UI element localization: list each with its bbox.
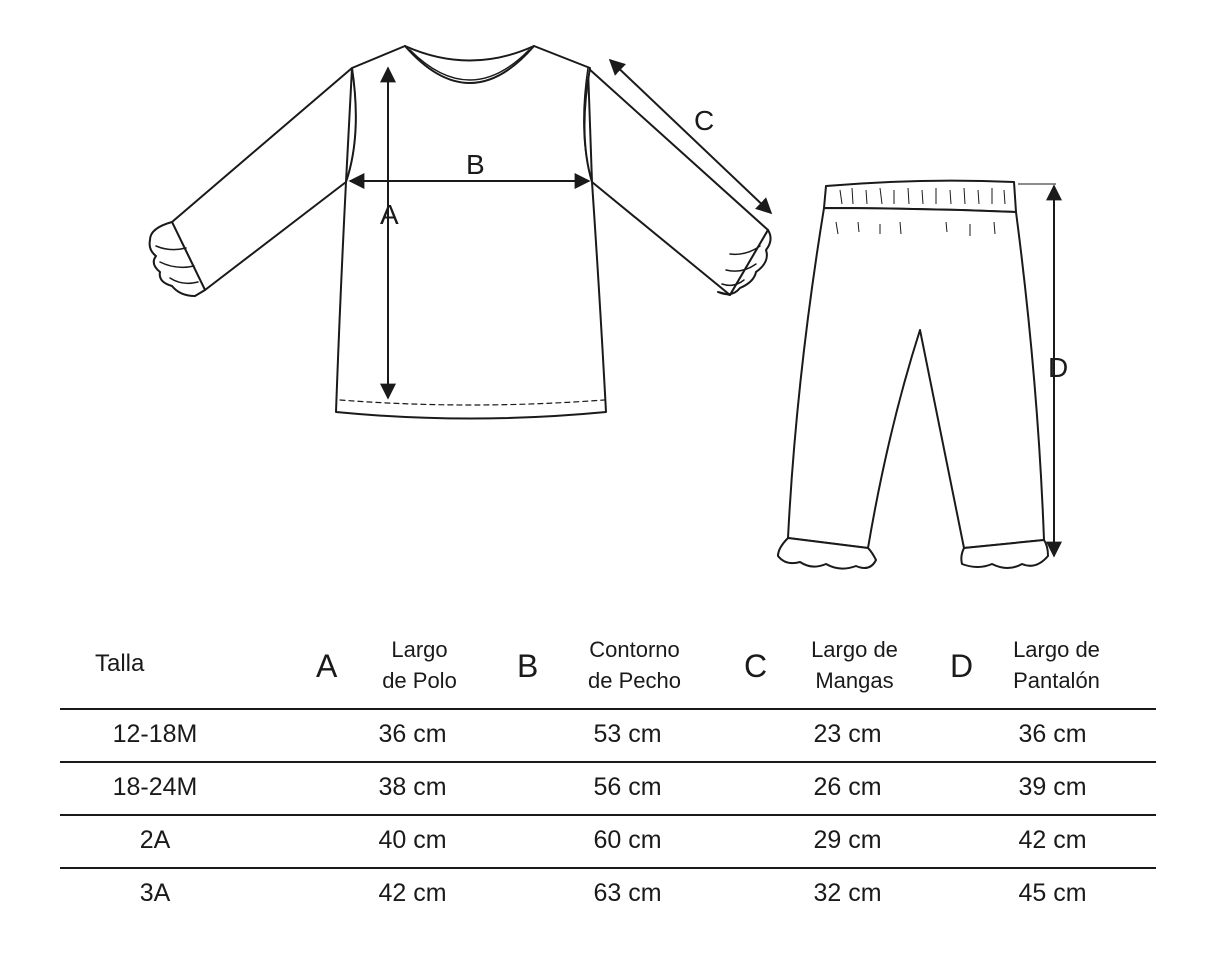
table-row bbox=[60, 869, 1156, 920]
label-b: B bbox=[466, 149, 485, 180]
value-cell: 29 cm bbox=[813, 826, 882, 854]
shirt-drawing bbox=[150, 46, 771, 419]
value-cell: 23 cm bbox=[813, 720, 882, 748]
size-cell: 3A bbox=[139, 879, 171, 907]
column-label: Largo de Mangas bbox=[811, 637, 898, 693]
table-row bbox=[60, 710, 1156, 763]
column-label: Largo de Polo bbox=[382, 637, 457, 693]
value-cell: 53 cm bbox=[593, 720, 662, 748]
pants-drawing bbox=[778, 181, 1048, 569]
column-letter: C bbox=[744, 648, 768, 684]
value-cell: 39 cm bbox=[1018, 773, 1087, 801]
value-cell: 38 cm bbox=[378, 773, 447, 801]
column-letter: D bbox=[950, 648, 974, 684]
value-cell: 60 cm bbox=[593, 826, 662, 854]
size-cell: 18-24M bbox=[112, 773, 198, 801]
table-row bbox=[60, 816, 1156, 869]
value-cell: 63 cm bbox=[593, 879, 662, 907]
label-a: A bbox=[380, 199, 399, 230]
value-cell: 42 cm bbox=[378, 879, 447, 907]
size-cell: 2A bbox=[139, 826, 171, 854]
value-cell: 26 cm bbox=[813, 773, 882, 801]
size-table bbox=[60, 620, 1156, 920]
value-cell: 42 cm bbox=[1018, 826, 1087, 854]
table-header-row bbox=[60, 620, 1156, 710]
value-cell: 36 cm bbox=[378, 720, 447, 748]
label-c: C bbox=[694, 105, 715, 136]
column-label: Largo de Pantalón bbox=[1013, 637, 1100, 693]
label-d: D bbox=[1048, 352, 1069, 383]
size-column-header: Talla bbox=[95, 650, 145, 677]
value-cell: 36 cm bbox=[1018, 720, 1087, 748]
value-cell: 32 cm bbox=[813, 879, 882, 907]
column-letter: A bbox=[316, 648, 338, 684]
size-cell: 12-18M bbox=[112, 720, 198, 748]
column-letter: B bbox=[517, 648, 539, 684]
table-row bbox=[60, 763, 1156, 816]
value-cell: 45 cm bbox=[1018, 879, 1087, 907]
value-cell: 40 cm bbox=[378, 826, 447, 854]
value-cell: 56 cm bbox=[593, 773, 662, 801]
column-label: Contorno de Pecho bbox=[588, 637, 681, 693]
